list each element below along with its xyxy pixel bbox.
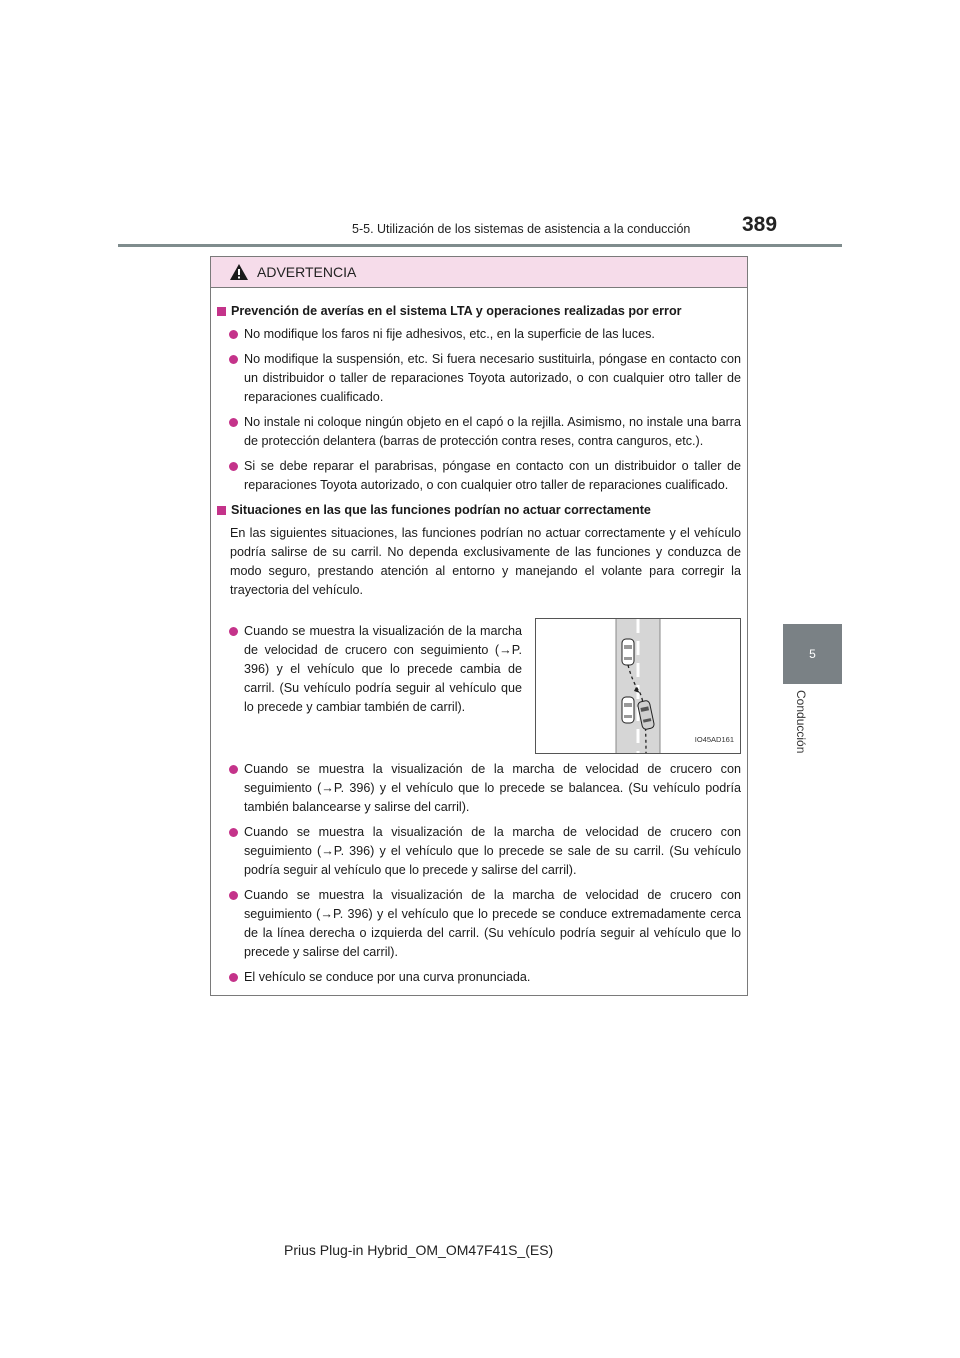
chapter-tab xyxy=(783,624,842,684)
square-bullet-icon xyxy=(217,506,226,515)
lane-change-illustration xyxy=(535,618,741,754)
car-icon xyxy=(622,697,634,723)
list-item: Cuando se muestra la visualización de la marcha de velocidad de crucero con seguimiento (→P. 396) y el vehículo que lo precede se balancea. (Su vehículo podría también balancearse y salirse del carril). xyxy=(229,760,741,817)
list-item: No instale ni coloque ningún objeto en el capó o la rejilla. Asimismo, no instale una barra de protección delantera (barras de protección contra reses, contra canguros, etc.). xyxy=(229,413,741,451)
list-item: El vehículo se conduce por una curva pronunciada. xyxy=(229,968,741,987)
circle-bullet-icon xyxy=(229,973,238,982)
section-intro: En las siguientes situaciones, las funciones podrían no actuar correctamente y el vehículo podría salirse de su carril. No dependa exclusivamente de las funciones y conduzca de modo seguro, prestando atención al entorno y manejando el volante para corregir la trayectoria del vehículo. xyxy=(230,526,741,597)
list-item: No modifique la suspensión, etc. Si fuera necesario sustituirla, póngase en contacto con un distribuidor o taller de reparaciones Toyota autorizado, o con cualquier otro taller de reparaciones cualificado. xyxy=(229,350,741,407)
car-icon xyxy=(622,639,634,665)
section-title: 5-5. Utilización de los sistemas de asistencia a la conducción xyxy=(352,222,691,236)
circle-bullet-icon xyxy=(229,330,238,339)
figure-row xyxy=(217,608,741,754)
header-divider xyxy=(118,244,842,247)
circle-bullet-icon xyxy=(229,462,238,471)
list-item: Cuando se muestra la visualización de la marcha de velocidad de crucero con seguimiento (→P. 396) y el vehículo que lo precede cambia de carril. (Su vehículo podría seguir al vehículo que lo precede y cambiar también de carril). xyxy=(229,622,522,717)
chapter-number: 5 xyxy=(809,647,816,661)
document-footer: Prius Plug-in Hybrid_OM_OM47F41S_(ES) xyxy=(284,1242,554,1258)
list-item: Cuando se muestra la visualización de la marcha de velocidad de crucero con seguimiento (→P. 396) y el vehículo que lo precede se sale de su carril. (Su vehículo podría seguir al vehículo que lo precede y salirse del carril). xyxy=(229,823,741,880)
page-number: 389 xyxy=(742,213,778,236)
figure-code: IO45AD161 xyxy=(694,735,734,744)
section-heading: Situaciones en las que las funciones podrían no actuar correctamente xyxy=(217,501,741,520)
chapter-label: Conducción xyxy=(794,690,808,754)
circle-bullet-icon xyxy=(229,355,238,364)
section-heading: Prevención de averías en el sistema LTA y operaciones realizadas por error xyxy=(217,302,741,321)
warning-triangle-icon xyxy=(229,263,249,281)
circle-bullet-icon xyxy=(229,765,238,774)
warning-body xyxy=(211,288,747,987)
list-item: Si se debe reparar el parabrisas, póngase en contacto con un distribuidor o taller de reparaciones Toyota autorizado, o con cualquier otro taller de reparaciones cualificado. xyxy=(229,457,741,495)
circle-bullet-icon xyxy=(229,418,238,427)
circle-bullet-icon xyxy=(229,891,238,900)
warning-box xyxy=(210,256,748,996)
square-bullet-icon xyxy=(217,307,226,316)
circle-bullet-icon xyxy=(229,828,238,837)
list-item: No modifique los faros ni fije adhesivos, etc., en la superficie de las luces. xyxy=(229,325,741,344)
warning-header xyxy=(211,257,747,288)
warning-title: ADVERTENCIA xyxy=(257,264,357,280)
circle-bullet-icon xyxy=(229,627,238,636)
list-item: Cuando se muestra la visualización de la marcha de velocidad de crucero con seguimiento (→P. 396) y el vehículo que lo precede se conduce extremadamente cerca de la línea derecha o izquierda del carril. (Su vehículo podría seguir al vehículo que lo precede y salirse del carril). xyxy=(229,886,741,962)
